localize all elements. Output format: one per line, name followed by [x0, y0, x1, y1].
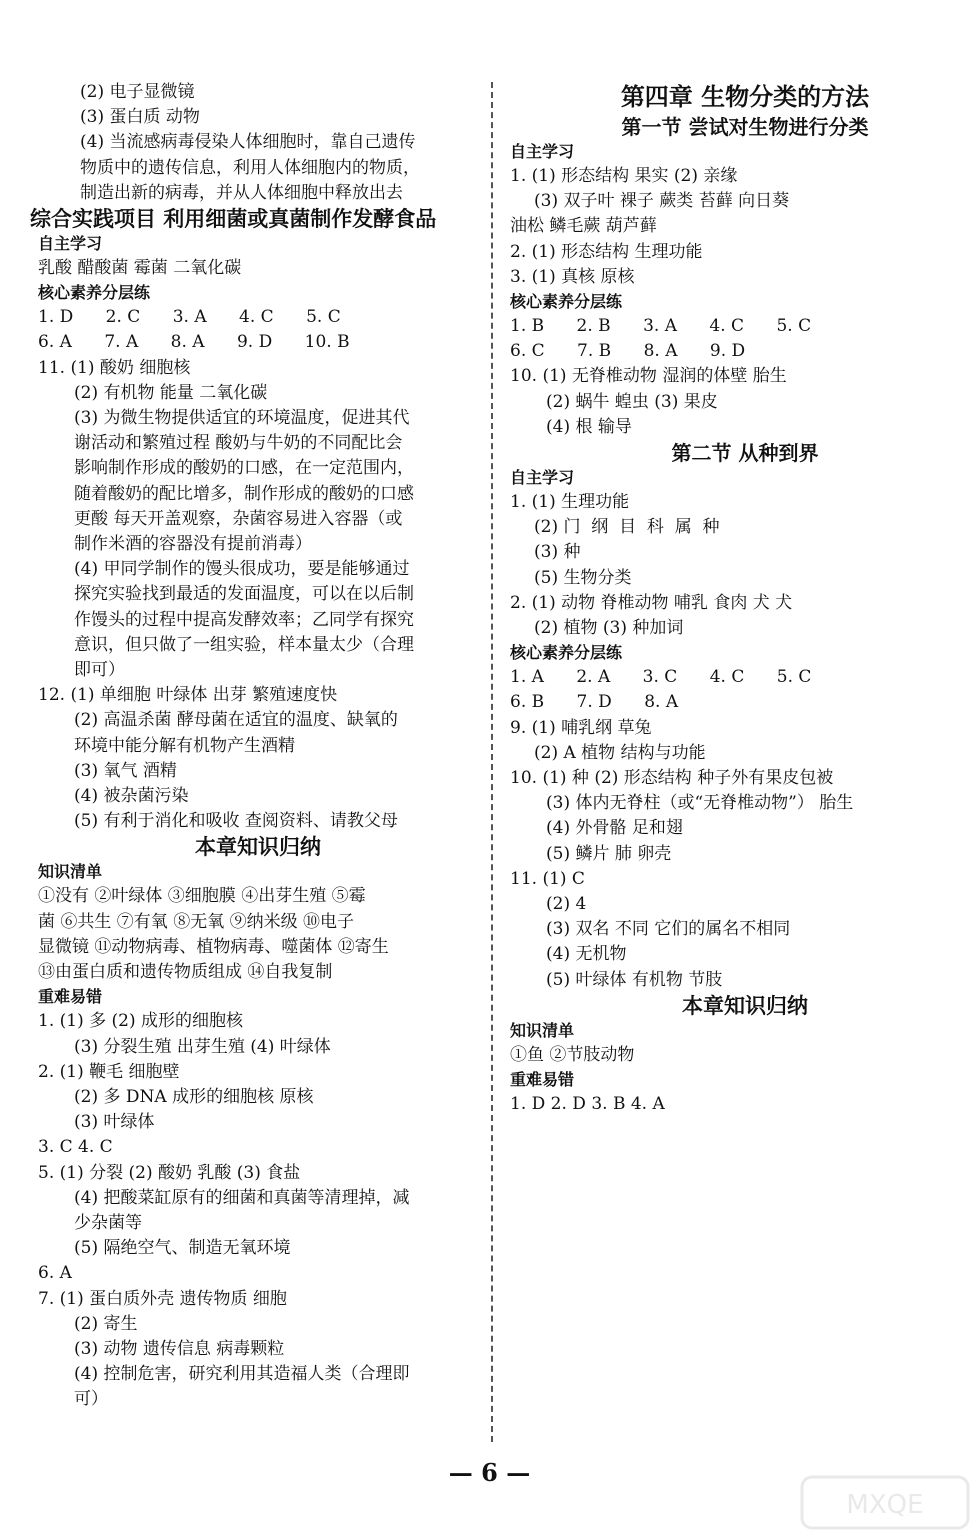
knowledge-line: 菌 ⑥共生 ⑦有氧 ⑧无氧 ⑨纳米级 ⑩电子 — [38, 911, 355, 932]
answer-line: 10. (1) 种 (2) 形态结构 种子外有果皮包被 — [510, 768, 834, 789]
right-column — [510, 80, 940, 1117]
project-heading: 综合实践项目 利用细菌或真菌制作发酵食品 — [30, 206, 437, 232]
answer-line: (2) 寄生 — [74, 1313, 138, 1334]
answer-line: (4) 外骨骼 足和翅 — [546, 818, 683, 839]
knowledge-line: ①鱼 ②节肢动物 — [510, 1044, 635, 1065]
svg-text:MXQE: MXQE — [846, 1490, 924, 1520]
column-divider — [491, 82, 493, 1442]
section-label: 核心素养分层练 — [510, 292, 623, 312]
answer-line: (2) 门 纲 目 科 属 种 — [534, 517, 720, 538]
answer-line: 影响制作形成的酸奶的口感，在一定范围内， — [74, 458, 414, 479]
answer-line: (2) 高温杀菌 酵母菌在适宜的温度、缺氧的 — [74, 710, 398, 731]
answer-line: 7. (1) 蛋白质外壳 遗传物质 细胞 — [38, 1288, 287, 1309]
section-title: 第一节 尝试对生物进行分类 — [621, 115, 869, 139]
answer-line: 少杂菌等 — [74, 1212, 142, 1233]
answer-line: (4) 控制危害，研究利用其造福人类（合理即 — [74, 1364, 410, 1385]
answer-row: 6. C 7. B 8. A 9. D — [510, 341, 746, 362]
answer-line: (5) 有利于消化和吸收 查阅资料、请教父母 — [74, 811, 398, 832]
answer-line: (3) 双名 不同 它们的属名不相同 — [546, 919, 791, 940]
summary-heading: 本章知识归纳 — [195, 834, 321, 860]
answer-line: 随着酸奶的配比增多，制作形成的酸奶的口感 — [74, 483, 414, 504]
answer-line: 6. A — [38, 1263, 72, 1284]
section-label: 核心素养分层练 — [510, 643, 623, 663]
answer-line: 1. (1) 生理功能 — [510, 492, 630, 513]
answer-line: 12. (1) 单细胞 叶绿体 出芽 繁殖速度快 — [38, 685, 338, 706]
answer-line: 2. (1) 鞭毛 细胞壁 — [38, 1061, 180, 1082]
answer-line: 2. (1) 形态结构 生理功能 — [510, 241, 703, 262]
answer-line: (2) 蜗牛 蝗虫 (3) 果皮 — [546, 391, 718, 412]
answer-line: (4) 根 输导 — [546, 416, 632, 437]
answer-line: (2) A 植物 结构与功能 — [534, 742, 706, 763]
answer-line: (5) 叶绿体 有机物 节肢 — [546, 969, 723, 990]
answer-line: (2) 4 — [546, 894, 587, 915]
section-label: 重难易错 — [510, 1070, 575, 1090]
answer-line: (5) 生物分类 — [534, 567, 632, 588]
knowledge-line: ⑬由蛋白质和遗传物质组成 ⑭自我复制 — [38, 962, 333, 983]
answer-row: 1. D 2. D 3. B 4. A — [510, 1094, 665, 1115]
answer-line: 作馒头的过程中提高发酵效率；乙同学有探究 — [74, 609, 414, 630]
answer-line: 探究实验找到最适的发面温度，可以在以后制 — [74, 584, 414, 605]
answer-line: 制作米酒的容器没有提前消毒） — [74, 534, 312, 555]
section-label: 自主学习 — [38, 234, 103, 254]
summary-heading: 本章知识归纳 — [682, 992, 808, 1018]
section-label: 知识清单 — [510, 1020, 575, 1040]
answer-line: 可） — [74, 1389, 108, 1410]
answer-row: 1. D 2. C 3. A 4. C 5. C — [38, 307, 341, 328]
answer-line: 2. (1) 动物 脊椎动物 哺乳 食肉 犬 犬 — [510, 592, 793, 613]
answer-line: 10. (1) 无脊椎动物 湿润的体壁 胎生 — [510, 366, 787, 387]
section-title: 第二节 从种到界 — [671, 441, 819, 466]
answer-row: 6. B 7. D 8. A — [510, 692, 679, 713]
answer-line: (4) 无机物 — [546, 944, 627, 965]
answer-line: 11. (1) 酸奶 细胞核 — [38, 357, 191, 378]
answer-line: 谢活动和繁殖过程 酸奶与牛奶的不同配比会 — [74, 433, 403, 454]
answer-line: (3) 蛋白质 动物 — [80, 107, 200, 128]
answer-line: 物质中的遗传信息，利用人体细胞内的物质， — [80, 157, 420, 178]
answer-line: 乳酸 醋酸菌 霉菌 二氧化碳 — [38, 258, 242, 279]
answer-row: 1. B 2. B 3. A 4. C 5. C — [510, 316, 812, 337]
answer-line: (5) 鳞片 肺 卵壳 — [546, 843, 672, 864]
answer-line: (3) 为微生物提供适宜的环境温度，促进其代 — [74, 408, 410, 429]
answer-line: (5) 隔绝空气、制造无氧环境 — [74, 1238, 291, 1259]
knowledge-line: ①没有 ②叶绿体 ③细胞膜 ④出芽生殖 ⑤霉 — [38, 886, 366, 907]
section-label: 自主学习 — [510, 468, 575, 488]
answer-line: 即可） — [74, 660, 125, 681]
answer-line: 意识，但只做了一组实验，样本量太少（合理 — [74, 634, 414, 655]
answer-line: (4) 被杂菌污染 — [74, 786, 189, 807]
section-label: 重难易错 — [38, 987, 103, 1007]
page-number: — 6 — — [448, 1458, 531, 1487]
answer-line: (3) 体内无脊柱（或“无脊椎动物”） 胎生 — [546, 793, 854, 814]
chapter-title: 第四章 生物分类的方法 — [620, 82, 870, 111]
section-label: 自主学习 — [510, 142, 575, 161]
answer-line: 5. (1) 分裂 (2) 酸奶 乳酸 (3) 食盐 — [38, 1162, 301, 1183]
answer-row: 1. A 2. A 3. C 4. C 5. C — [510, 667, 812, 688]
section-label: 核心素养分层练 — [38, 283, 151, 303]
answer-line: (3) 动物 遗传信息 病毒颗粒 — [74, 1338, 285, 1359]
answer-line: (3) 氧气 酒精 — [74, 760, 177, 781]
answer-line: (4) 当流感病毒侵染人体细胞时，靠自己遗传 — [80, 132, 416, 153]
answer-line: 制造出新的病毒，并从人体细胞中释放出去 — [80, 182, 403, 203]
answer-line: 更酸 每天开盖观察，杂菌容易进入容器（或 — [74, 508, 403, 529]
answer-line: (2) 多 DNA 成形的细胞核 原核 — [74, 1086, 314, 1107]
answer-line: (3) 双子叶 裸子 蕨类 苔藓 向日葵 — [534, 191, 790, 212]
answer-line: (4) 甲同学制作的馒头很成功，要是能够通过 — [74, 559, 410, 580]
answer-line: 1. (1) 多 (2) 成形的细胞核 — [38, 1011, 243, 1032]
answer-line: (3) 种 — [534, 542, 581, 563]
answer-line: (2) 电子显微镜 — [80, 82, 195, 102]
knowledge-line: 显微镜 ⑪动物病毒、植物病毒、噬菌体 ⑫寄生 — [38, 936, 389, 957]
answer-row: 6. A 7. A 8. A 9. D 10. B — [38, 332, 350, 353]
section-label: 知识清单 — [38, 862, 103, 882]
answer-line: 1. (1) 形态结构 果实 (2) 亲缘 — [510, 166, 738, 186]
answer-line: 3. (1) 真核 原核 — [510, 266, 635, 287]
answer-line: (4) 把酸菜缸原有的细菌和真菌等清理掉，减 — [74, 1187, 410, 1208]
answer-line: (3) 叶绿体 — [74, 1112, 155, 1133]
answer-line: 环境中能分解有机物产生酒精 — [74, 735, 295, 756]
answer-line: 11. (1) C — [510, 868, 585, 889]
answer-line: (2) 植物 (3) 种加词 — [534, 618, 684, 639]
answer-line: 油松 鳞毛蕨 葫芦藓 — [510, 216, 657, 237]
answer-line: (2) 有机物 能量 二氧化碳 — [74, 382, 268, 403]
answer-line: (3) 分裂生殖 出芽生殖 (4) 叶绿体 — [74, 1036, 331, 1057]
answer-line: 9. (1) 哺乳纲 草兔 — [510, 717, 652, 738]
left-column — [30, 80, 478, 1413]
watermark-logo — [800, 1475, 970, 1530]
answer-line: 3. C 4. C — [38, 1137, 113, 1158]
